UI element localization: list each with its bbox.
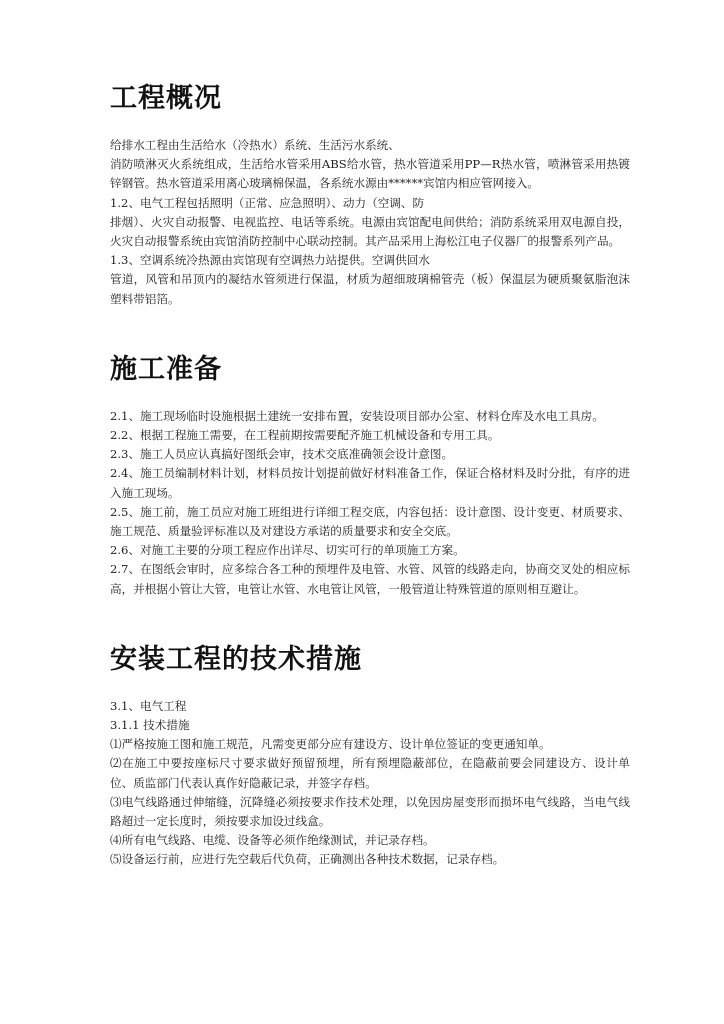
paragraph: ⑴严格按施工图和施工规范，凡需变更部分应有建设方、设计单位签证的变更通知单。	[110, 737, 551, 752]
paragraph: 1.2、电气工程包括照明（正常、应急照明）、动力（空调、防	[110, 195, 425, 210]
paragraph: ⑸设备运行前，应进行先空载后代负荷，正确测出各种技术数据，记录存档。	[110, 852, 505, 867]
paragraph: 2.1、施工现场临时设施根据土建统一安排布置，安装设项目部办公室、材料仓库及水电工具房。	[110, 408, 604, 423]
paragraph: 排烟）、火灾自动报警、电视监控、电话等系统。电源由宾馆配电间供给；消防系统采用双电源自投，火灾自动报警系统由宾馆消防控制中心联动控制。其产品采用上海松江电子仪器厂的报警系列产品。	[110, 214, 630, 249]
paragraph: 2.5、施工前，施工员应对施工班组进行详细工程交底，内容包括：设计意图、设计变更、材质要求、施工规范、质量验评标准以及对建设方承诺的质量要求和安全交底。	[110, 504, 630, 539]
document-body	[110, 82, 630, 870]
paragraph: 管道，风管和吊顶内的凝结水管须进行保温，材质为超细玻璃棉管壳（板）保温层为硬质聚氨脂泡沫塑料带铝箔。	[110, 272, 630, 306]
section-title-technical-measures: 安装工程的技术措施	[110, 643, 362, 675]
paragraph: ⑵在施工中要按座标尺寸要求做好预留预埋，所有预埋隐蔽部位，在隐蔽前要会同建设方、设计单位、质监部门代表认真作好隐蔽记录，并签字存档。	[110, 756, 630, 790]
paragraph: 2.4、施工员编制材料计划，材料员按计划提前做好材料准备工作，保证合格材料及时分批，有序的进入施工现场。	[110, 466, 630, 500]
paragraph: 2.7、在图纸会审时，应多综合各工种的预埋件及电管、水管、风管的线路走向，协商交叉处的相应标高，并根据小管让大管，电管让水管、水电管让风管，一般管道让特殊管道的原则相互避让。	[110, 562, 630, 596]
paragraph: 2.2、根据工程施工需要，在工程前期按需要配齐施工机械设备和专用工具。	[110, 428, 500, 443]
paragraph: 消防喷淋灭火系统组成，生活给水管采用ABS给水管，热水管道采用PP—R热水管，喷淋管采用热镀锌钢管。热水管道采用离心玻璃棉保温，各系统水源由******宾馆内相应管网接入。	[110, 157, 630, 191]
paragraph: 3.1、电气工程	[110, 698, 187, 713]
section-title-overview: 工程概况	[110, 83, 222, 114]
paragraph: 1.3、空调系统冷热源由宾馆现有空调热力站提供。空调供回水	[110, 253, 430, 268]
paragraph: 2.6、对施工主要的分项工程应作出详尽、切实可行的单项施工方案。	[110, 543, 465, 558]
paragraph: 3.1.1 技术措施	[110, 718, 190, 733]
paragraph: ⑷所有电气线路、电缆、设备等必须作绝缘测试，并记录存档。	[110, 833, 435, 848]
section-title-preparation: 施工准备	[110, 353, 222, 385]
paragraph: 给排水工程由生活给水（冷热水）系统、生活污水系统、	[110, 138, 400, 152]
paragraph: 2.3、施工人员应认真搞好图纸会审，技术交底准确领会设计意图。	[110, 447, 454, 462]
paragraph: ⑶电气线路通过伸缩缝，沉降缝必须按要求作技术处理，以免因房屋变形而损坏电气线路，当电气线路超过一定长度时，须按要求加设过线盒。	[110, 794, 630, 829]
